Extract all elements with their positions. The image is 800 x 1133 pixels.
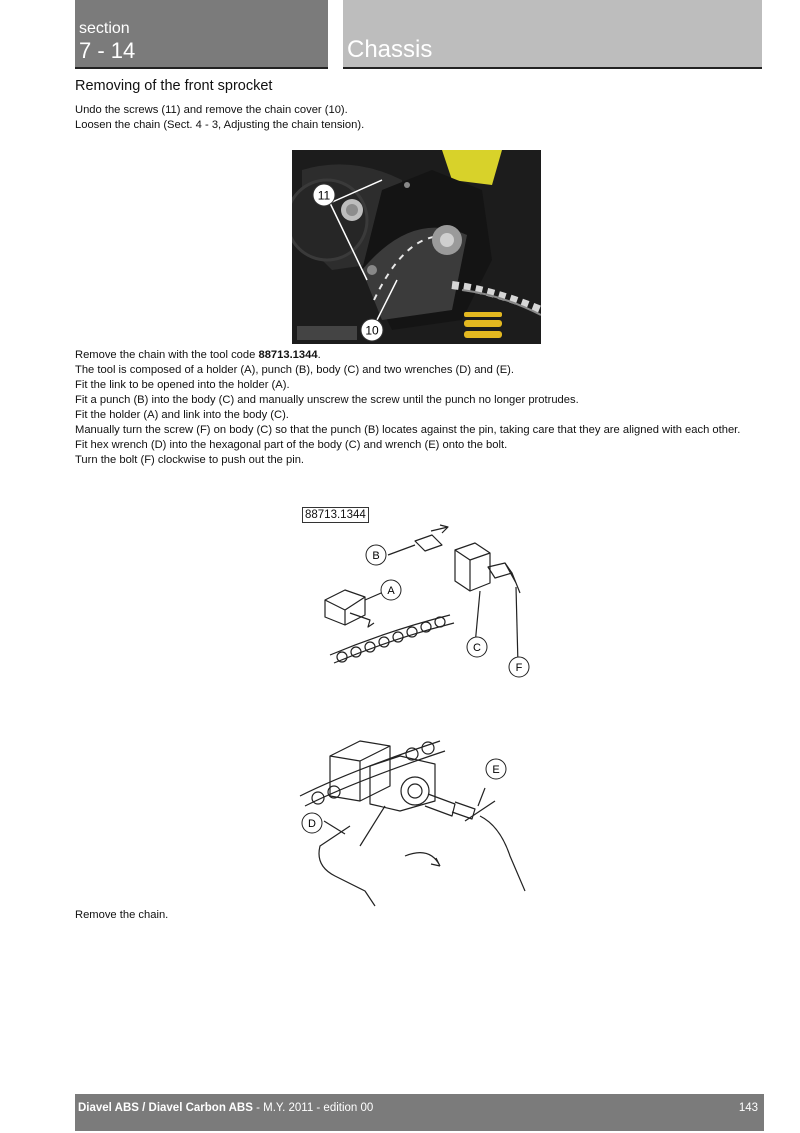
footer-model: Diavel ABS / Diavel Carbon ABS	[78, 1102, 253, 1114]
closing-paragraph	[75, 908, 765, 923]
procedure-line: Fit hex wrench (D) into the hexagonal part of the body (C) and wrench (E) onto the bolt.	[75, 439, 508, 451]
tool-code-box: 88713.1344	[302, 507, 369, 523]
label-b: B	[372, 550, 380, 562]
label-d: D	[308, 818, 316, 830]
page-number: 143	[738, 1102, 758, 1114]
procedure-line: Manually turn the screw (F) on body (C) so that the punch (B) locates against the pin, taking care that they are aligned with each other.	[75, 424, 741, 436]
procedure-line: Fit the holder (A) and link into the body (C).	[75, 409, 289, 421]
intro-line: Undo the screws (11) and remove the chain cover (10).	[75, 104, 348, 116]
procedure-line: Fit the link to be opened into the holder (A).	[75, 379, 290, 391]
label-a: A	[387, 585, 395, 597]
label-11: 11	[317, 188, 331, 203]
chapter-title: Chassis	[347, 36, 433, 63]
chapter-box	[343, 0, 762, 67]
header-rule-left	[75, 67, 328, 69]
chain-tool-usage-diagram	[290, 726, 540, 908]
tool-code: 88713.1344	[258, 349, 318, 361]
footer-text	[78, 1102, 373, 1114]
section-label: section	[79, 20, 130, 37]
sprocket-cover-photo	[292, 150, 541, 344]
footer-edition: - M.Y. 2011 - edition 00	[252, 1102, 374, 1114]
label-e: E	[492, 764, 500, 776]
header-rule-right	[343, 67, 762, 69]
chain-tool-diagram	[290, 505, 540, 685]
intro-line: Loosen the chain (Sect. 4 - 3, Adjusting the chain tension).	[75, 119, 365, 131]
procedure-paragraph	[75, 348, 765, 468]
section-box	[75, 0, 328, 67]
label-10: 10	[365, 323, 379, 338]
label-c: C	[473, 642, 481, 654]
closing-line: Remove the chain.	[75, 909, 169, 921]
procedure-line: Fit a punch (B) into the body (C) and manually unscrew the screw until the punch no longer protrudes.	[75, 394, 579, 406]
procedure-line: Remove the chain with the tool code 88713.1344.	[75, 349, 321, 361]
section-number: 7 - 14	[79, 38, 136, 63]
procedure-line: Turn the bolt (F) clockwise to push out the pin.	[75, 454, 305, 466]
procedure-line: The tool is composed of a holder (A), punch (B), body (C) and two wrenches (D) and (E).	[75, 364, 514, 376]
page-heading: Removing of the front sprocket	[75, 78, 273, 94]
intro-paragraph	[75, 103, 765, 133]
page-footer	[75, 1094, 764, 1131]
label-f: F	[515, 662, 523, 674]
